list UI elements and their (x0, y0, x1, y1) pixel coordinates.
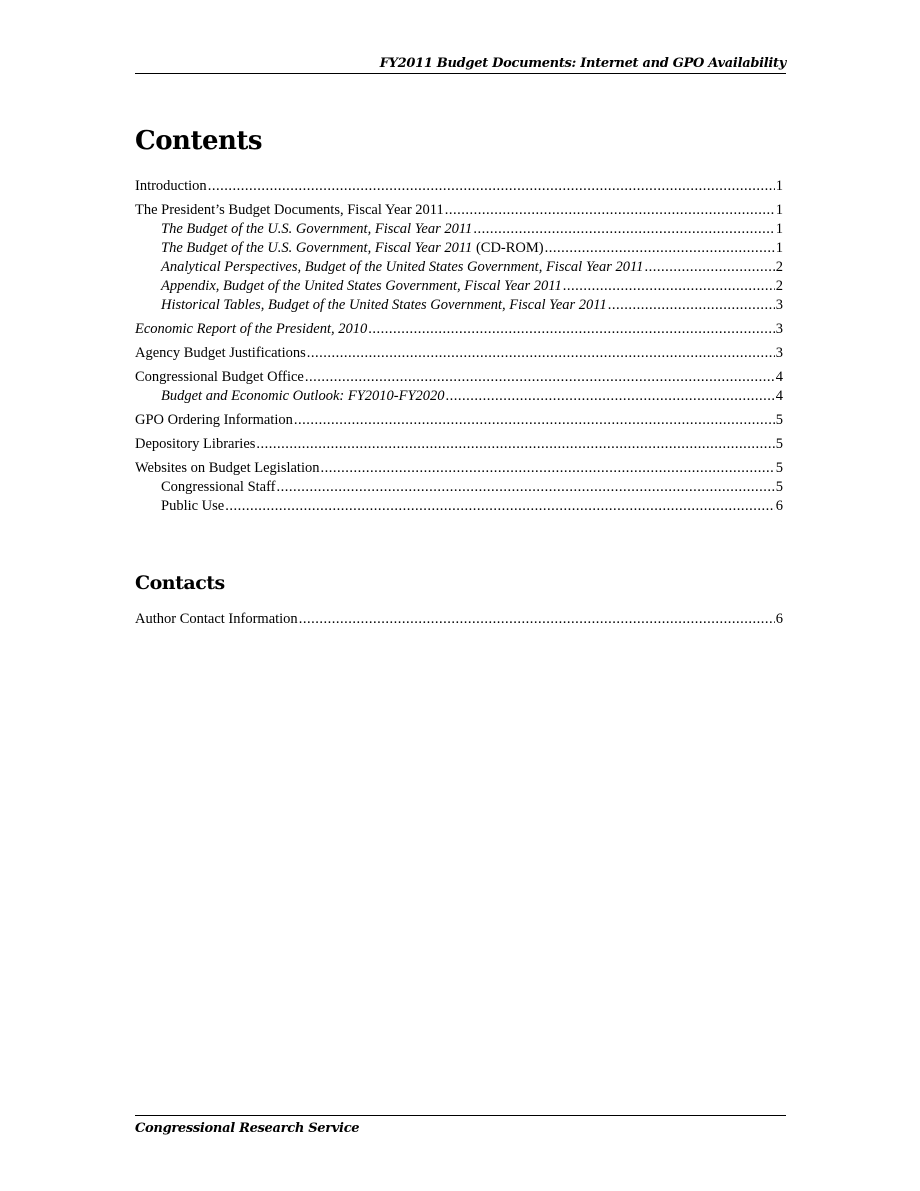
toc-entry[interactable] (135, 296, 783, 315)
toc-page-number: 2 (775, 278, 783, 294)
toc-page-number: 3 (775, 297, 783, 313)
running-header: FY2011 Budget Documents: Internet and GPO Availability (135, 56, 786, 74)
toc-entry-title-part: Introduction (135, 178, 207, 194)
contacts-heading: Contacts (135, 572, 225, 594)
toc-entry-title (135, 201, 444, 220)
toc-page-number: 5 (775, 436, 783, 452)
toc-page-number: 1 (775, 221, 783, 237)
toc-page-number: 5 (775, 479, 783, 495)
toc-page-number: 4 (775, 369, 783, 385)
toc-entry-title-part: Analytical Perspectives, Budget of the United States Government, Fiscal Year 2011 (161, 259, 644, 275)
toc-page-number: 6 (775, 498, 783, 514)
toc-dot-leader (563, 277, 775, 296)
toc-entry-title-part: The President’s Budget Documents, Fiscal Year 2011 (135, 202, 444, 218)
toc-entry-title (135, 459, 320, 478)
toc-entry-title (161, 258, 643, 277)
toc-dot-leader (321, 459, 775, 478)
toc-entry-title (161, 387, 445, 406)
toc-entry-title-part: The Budget of the U.S. Government, Fiscal Year 2011 (161, 240, 473, 256)
toc-entry-title-part: Depository Libraries (135, 436, 256, 452)
toc-dot-leader (608, 296, 775, 315)
toc-entry-title (135, 344, 306, 363)
toc-dot-leader (305, 368, 775, 387)
toc-entry-title-part: Author Contact Information (135, 611, 298, 627)
toc-entry-title (161, 296, 607, 315)
toc-dot-leader (294, 411, 775, 430)
toc-entry[interactable] (135, 478, 783, 497)
toc-entry-title (135, 177, 207, 196)
toc-entry[interactable] (135, 459, 783, 478)
toc-entry-title (135, 320, 367, 339)
running-footer: Congressional Research Service (135, 1115, 786, 1136)
toc-entry[interactable] (135, 411, 783, 430)
toc-entry[interactable] (135, 320, 783, 339)
toc-entry-title (135, 610, 298, 629)
toc-page-number: 1 (775, 240, 783, 256)
toc-page-number: 3 (775, 345, 783, 361)
toc-page-number: 4 (775, 388, 783, 404)
toc-entry-title-part: Budget and Economic Outlook: FY2010-FY2020 (161, 388, 445, 404)
toc-entry-title-part: Congressional Staff (161, 479, 276, 495)
toc-entry[interactable] (135, 368, 783, 387)
toc-entry[interactable] (135, 239, 783, 258)
toc-page-number: 5 (775, 412, 783, 428)
toc-entry-title-part: Agency Budget Justifications (135, 345, 306, 361)
toc-entry-title (161, 277, 562, 296)
toc-entry-title-part: (CD-ROM) (472, 240, 544, 256)
toc-entry-title (135, 368, 304, 387)
toc-dot-leader (299, 610, 775, 629)
toc-entry-title (161, 220, 472, 239)
toc-page-number: 6 (775, 611, 783, 627)
toc-dot-leader (644, 258, 774, 277)
toc-entry-title-part: Economic Report of the President, 2010 (135, 321, 368, 337)
toc-entry-title-part: Websites on Budget Legislation (135, 460, 320, 476)
toc-entry-title (135, 411, 293, 430)
toc-dot-leader (545, 239, 775, 258)
toc-entry[interactable] (135, 435, 783, 454)
toc-entry[interactable] (135, 344, 783, 363)
toc-entry-title (161, 497, 224, 516)
toc-dot-leader (446, 387, 775, 406)
toc-entry-title-part: Public Use (161, 498, 225, 514)
toc-page-number: 1 (775, 202, 783, 218)
toc-page-number: 3 (775, 321, 783, 337)
toc-entry-title-part: GPO Ordering Information (135, 412, 293, 428)
contents-heading: Contents (135, 126, 263, 156)
toc-entry-title-part: Historical Tables, Budget of the United States Government, Fiscal Year 2011 (161, 297, 607, 313)
contacts-toc-list (135, 610, 783, 629)
toc-entry-title (135, 435, 255, 454)
toc-entry[interactable] (135, 220, 783, 239)
toc-entry[interactable] (135, 277, 783, 296)
toc-entry[interactable] (135, 387, 783, 406)
toc-dot-leader (256, 435, 774, 454)
toc-entry-title-part: Appendix, Budget of the United States Government, Fiscal Year 2011 (161, 278, 562, 294)
toc-dot-leader (307, 344, 775, 363)
toc-entry-title (161, 478, 276, 497)
toc-entry[interactable] (135, 610, 783, 629)
toc-page-number: 1 (775, 178, 783, 194)
toc-entry[interactable] (135, 497, 783, 516)
contents-toc-list (135, 177, 783, 516)
toc-entry-title (161, 239, 544, 258)
toc-dot-leader (473, 220, 774, 239)
toc-dot-leader (225, 497, 775, 516)
toc-dot-leader (208, 177, 775, 196)
toc-entry[interactable] (135, 177, 783, 196)
toc-dot-leader (277, 478, 775, 497)
toc-dot-leader (368, 320, 775, 339)
toc-entry-title-part: The Budget of the U.S. Government, Fiscal Year 2011 (161, 221, 473, 237)
toc-entry-title-part: Congressional Budget Office (135, 369, 304, 385)
toc-page-number: 5 (775, 460, 783, 476)
toc-page-number: 2 (775, 259, 783, 275)
toc-entry[interactable] (135, 201, 783, 220)
toc-dot-leader (445, 201, 775, 220)
toc-entry[interactable] (135, 258, 783, 277)
